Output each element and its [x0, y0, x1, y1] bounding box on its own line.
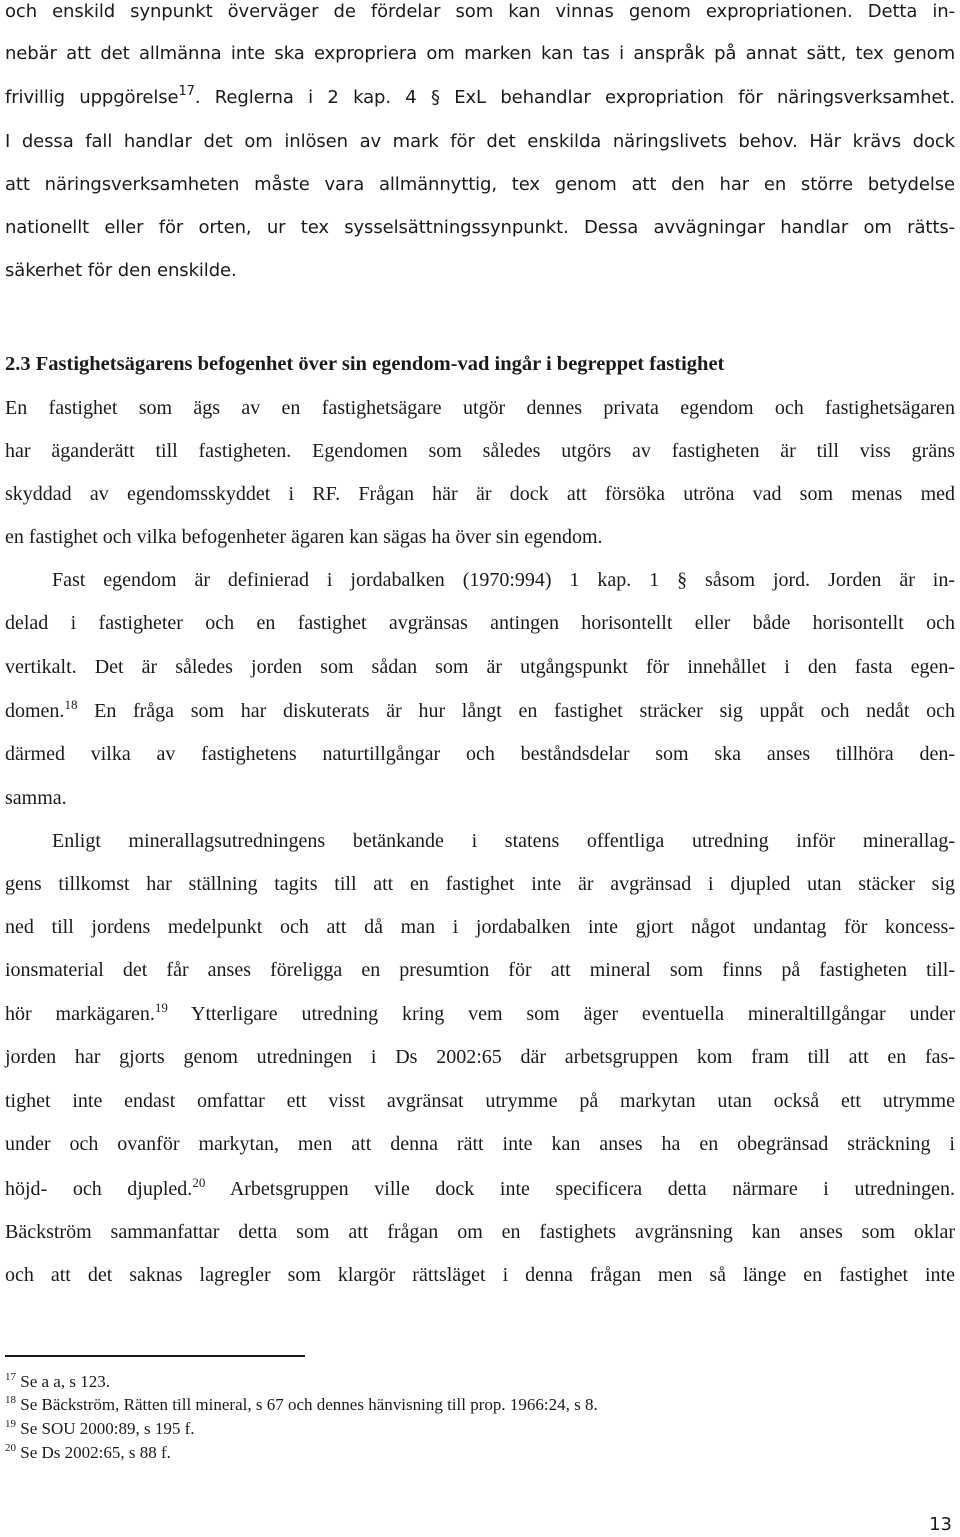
footnote-ref-18[interactable]: 18	[64, 697, 78, 712]
footnote	[5, 1443, 171, 1463]
footnote-text: Se Bäckström, Rätten till mineral, s 67 och dennes hänvisning till prop. 1966:24, s 8.	[20, 1395, 598, 1414]
body-line: gens tillkomst har ställning tagits till att en fastighet inte är avgränsad i djupled utan stäcker sig	[5, 873, 955, 895]
body-text: frivillig uppgörelse	[5, 87, 179, 108]
body-line: en fastighet och vilka befogenheter ägaren kan sägas ha över sin egendom.	[5, 526, 603, 548]
footnote-text: Se Ds 2002:65, s 88 f.	[20, 1443, 171, 1462]
footnote-number: 18	[5, 1394, 16, 1406]
body-line	[5, 1177, 955, 1201]
body-line: samma.	[5, 787, 67, 809]
body-text: domen.	[5, 700, 65, 722]
body-text: Arbetsgruppen ville dock inte specificera detta närmare i utredningen.	[205, 1178, 955, 1200]
footnote-text: Se a a, s 123.	[20, 1372, 110, 1391]
body-line: Enligt minerallagsutredningens betänkande i statens offentliga utredning inför minerallag-	[52, 830, 955, 852]
body-text: höjd- och djupled.	[5, 1178, 193, 1200]
body-line: tighet inte endast omfattar ett visst avgränsat utrymme på markytan utan också ett utrymme	[5, 1090, 955, 1112]
body-line: nebär att det allmänna inte ska expropriera om marken kan tas i anspråk på annat sätt, tex genom	[5, 43, 955, 64]
body-line: och enskild synpunkt överväger de fördelar som kan vinnas genom expropriationen. Detta in-	[5, 1, 955, 22]
body-line: säkerhet för den enskilde.	[5, 260, 237, 281]
body-text: hör markägaren.	[5, 1003, 155, 1025]
section-heading: 2.3 Fastighetsägarens befogenhet över sin egendom-vad ingår i begreppet fastighet	[5, 353, 725, 375]
body-line: skyddad av egendomsskyddet i RF. Frågan här är dock att försöka utröna vad som menas med	[5, 483, 955, 505]
footnote-number: 19	[5, 1418, 16, 1430]
body-text: . Reglerna i 2 kap. 4 § ExL behandlar expropriation för näringsverksamhet.	[194, 87, 955, 108]
footnote-number: 20	[5, 1442, 16, 1454]
body-line: I dessa fall handlar det om inlösen av mark för det enskilda näringslivets behov. Här krävs dock	[5, 131, 955, 152]
body-line: under och ovanför markytan, men att denna rätt inte kan anses ha en obegränsad sträckning i	[5, 1133, 955, 1155]
footnote-ref-20[interactable]: 20	[192, 1175, 206, 1190]
body-line: har äganderätt till fastigheten. Egendomen som således utgörs av fastigheten är till viss gräns	[5, 440, 955, 462]
body-line: och att det saknas lagregler som klargör rättsläget i denna frågan men så länge en fastighet inte	[5, 1264, 955, 1286]
body-text: En fråga som har diskuterats är hur långt en fastighet sträcker sig uppåt och nedåt och	[77, 700, 955, 722]
footnote-text: Se SOU 2000:89, s 195 f.	[20, 1419, 195, 1438]
body-line: En fastighet som ägs av en fastighetsägare utgör dennes privata egendom och fastighetsägaren	[5, 397, 955, 419]
footnote-ref-17[interactable]: 17	[178, 84, 195, 99]
body-line	[5, 1002, 955, 1026]
footnote	[5, 1419, 195, 1439]
body-line: Fast egendom är definierad i jordabalken (1970:994) 1 kap. 1 § såsom jord. Jorden är in-	[52, 569, 955, 591]
body-line: Bäckström sammanfattar detta som att frågan om en fastighets avgränsning kan anses som oklar	[5, 1221, 955, 1243]
body-line	[5, 699, 955, 723]
body-line: därmed vilka av fastighetens naturtillgångar och beståndsdelar som ska anses tillhöra den-	[5, 743, 955, 765]
footnote-ref-19[interactable]: 19	[154, 1000, 168, 1015]
footnote	[5, 1372, 110, 1392]
body-line: att näringsverksamheten måste vara allmännyttig, tex genom att den har en större betydelse	[5, 174, 955, 195]
footnote-number: 17	[5, 1371, 16, 1383]
body-line: ned till jordens medelpunkt och att då man i jordabalken inte gjort något undantag för koncess-	[5, 916, 955, 938]
footnote-separator	[5, 1355, 305, 1357]
body-line: nationellt eller för orten, ur tex sysselsättningssynpunkt. Dessa avvägningar handlar om rätts-	[5, 217, 955, 238]
body-line: delad i fastigheter och en fastighet avgränsas antingen horisontellt eller både horisontellt och	[5, 612, 955, 634]
body-line: ionsmaterial det får anses föreligga en presumtion för att mineral som finns på fastigheten till-	[5, 959, 955, 981]
page-number: 13	[929, 1514, 952, 1535]
body-line: vertikalt. Det är således jorden som sådan som är utgångspunkt för innehållet i den fasta egen-	[5, 656, 955, 678]
body-line	[5, 86, 955, 110]
body-text: Ytterligare utredning kring vem som äger eventuella mineraltillgångar under	[167, 1003, 955, 1025]
footnote	[5, 1395, 598, 1415]
body-line: jorden har gjorts genom utredningen i Ds 2002:65 där arbetsgruppen kom fram till att en fas-	[5, 1046, 955, 1068]
